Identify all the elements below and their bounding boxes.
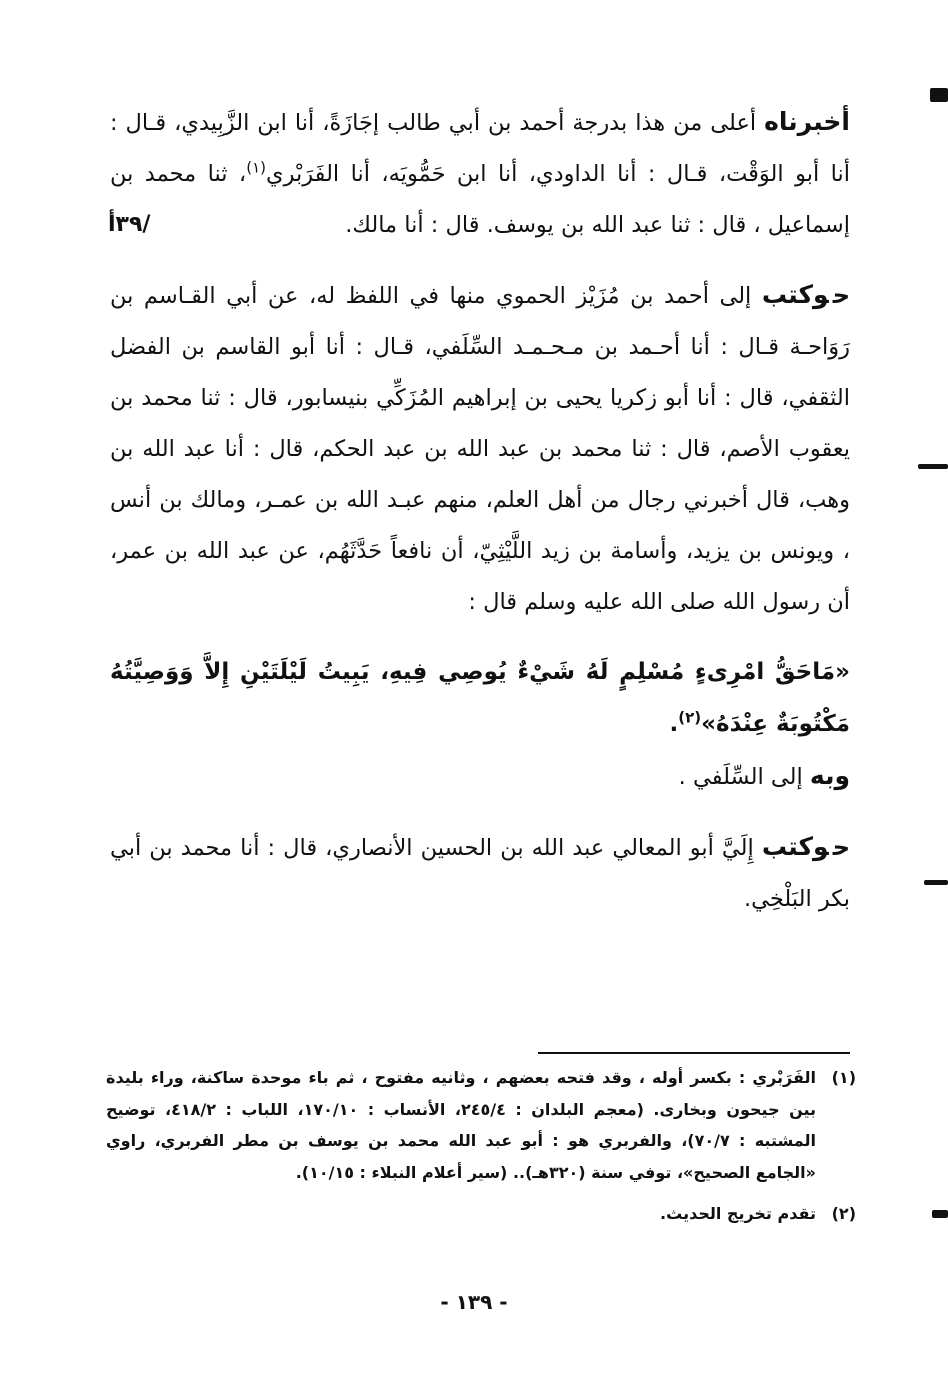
footnote-separator xyxy=(538,1052,850,1054)
tahwil-symbol: ح xyxy=(832,281,850,309)
hadith-body: «مَاحَقُّ امْرِىءٍ مُسْلِمٍ لَهُ شَيْءٌ يُوصِي فِيهِ، يَبِيتُ لَيْلَتَيْنِ إِلاَّ وَوَصِيَّتُهُ مَكْتُوبَةٌ عِنْدَهُ» xyxy=(110,659,850,737)
footnote-number: (٢) xyxy=(831,1204,856,1223)
footnote-number: (١) xyxy=(831,1068,856,1087)
footnote-text: الفَرَبْري : بكسر أوله ، وقد فتحه بعضهم ، وثانيه مفتوح ، ثم باء موحدة ساكنة، وراء بليدة بين جيحون وبخارى. (معجم البلدان : ٢٤٥/٤، الأنساب : ١٧٠/١٠، اللباب : ٤١٨/٢، توضيح المشتبه : ٧٠/٧)، والفربري هو : أبو عبد الله محمد بن يوسف بن مطر الفربري، راوي «الجامع الصحيح»، توفي سنة (٣٢٠هـ).. (سير أعلام النبلاء : ١٠/١٥). xyxy=(106,1068,817,1182)
paragraph-lead-word: أخبرناه xyxy=(764,107,850,136)
page-number: - ١٣٩ - xyxy=(440,1290,508,1314)
paragraph-isnad-3 xyxy=(110,750,850,803)
footnotes-section xyxy=(106,1062,856,1240)
hadith-text xyxy=(110,646,850,750)
paragraph-text: ، ثنا محمد بن إسماعيل ، قال : ثنا عبد الله بن يوسف. قال : أنا مالك. xyxy=(110,161,850,238)
paragraph-lead-word: وكتب xyxy=(761,832,829,861)
scan-edge-mark xyxy=(924,880,948,885)
paragraph-lead-word: وكتب xyxy=(761,280,829,309)
footnote xyxy=(106,1198,856,1230)
scan-edge-mark xyxy=(932,1210,948,1218)
paragraph-isnad-2 xyxy=(110,269,850,628)
scan-edge-mark xyxy=(918,464,948,469)
paragraph-text: أعلى من هذا بدرجة أحمد بن أبي طالب إجَازَةً، أنا ابن الزَّبِيدي، قـال : أنا أبو الوَقْت، قـال : أنا الداودي، أنا ابن حَمُّويَه، أنا الفَرَبْري xyxy=(110,110,850,187)
paragraph-isnad-4 xyxy=(110,821,850,925)
footnote-text: تقدم تخريج الحديث. xyxy=(660,1204,816,1223)
footnote-marker[interactable]: (٢) xyxy=(678,708,702,727)
scan-edge-mark xyxy=(930,88,948,102)
footnote-marker[interactable]: (١) xyxy=(246,158,266,177)
tahwil-symbol: ح xyxy=(832,833,850,861)
paragraph-lead-word: وبه xyxy=(809,761,850,790)
manuscript-folio-reference: /٣٩أ xyxy=(108,212,151,237)
footnote xyxy=(106,1062,856,1188)
paragraph-text: إلى السِّلَفي . xyxy=(678,764,810,790)
paragraph-text: إِلَيَّ أبو المعالي عبد الله بن الحسين الأنصاري، قال : أنا محمد بن أبي بكر البَلْخِي. xyxy=(110,835,850,912)
paragraph-text: إلى أحمد بن مُزَيْز الحموي منها في اللفظ له، عن أبي القـاسم بن رَوَاحـة قـال : أنا أحـمد بن مـحـمـد السِّلَفي، قـال : أنا أبو القاسم بن الفضل الثقفي، قال : أنا أبو زكريا يحيى بن إبراهيم المُزَكِّي بنيسابور، قال : ثنا محمد بن يعقوب الأصم، قال : ثنا محمد بن عبد الله بن عبد الحكم، قال : أنا عبد الله بن وهب، قال أخبرني رجال من أهل العلم، منهم عبـد الله بن عمـر، ومالك بن أنس ، ويونس بن يزيد، وأسامة بن زيد اللَّيْثِيّ، أن نافعاً حَدَّثَهُم، عن عبد الله بن عمر، أن رسول الله صلى الله عليه وسلم قال : xyxy=(110,283,850,615)
main-text-body xyxy=(110,96,850,925)
hadith-end: . xyxy=(669,711,679,737)
paragraph-isnad-1 xyxy=(110,96,850,251)
